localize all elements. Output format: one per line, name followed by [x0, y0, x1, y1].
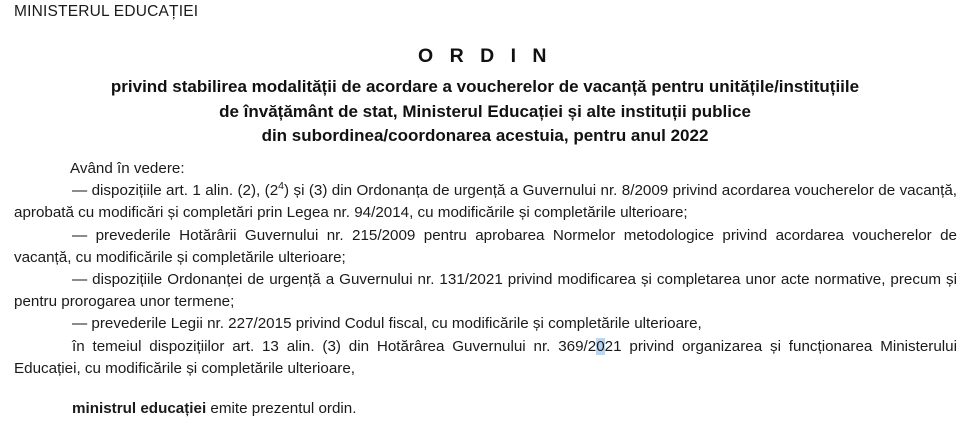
document-title-lines	[0, 75, 970, 149]
enacting-clause	[14, 398, 957, 420]
document-body	[14, 158, 957, 420]
enacting-clause-subject: ministrul educației	[72, 400, 207, 418]
title-line-2: de învățământ de stat, Ministerul Educației și alte instituții publice	[219, 101, 751, 121]
recital-1-after-superscript: ) și (3) din Ordonanța de urgență a Guvernului nr. 8/2009 privind acordarea voucherelor de vacanță, aprobată cu modificări și completări prin Legea nr. 94/2014, cu modificările și completările ulterioare;	[14, 182, 958, 222]
preamble-text: Având în vedere:	[70, 160, 185, 177]
legal-basis-before-selection: în temeiul dispozițiilor art. 13 alin. (3) din Hotărârea Guvernului nr. 369/2	[72, 337, 597, 355]
text-selection-highlight[interactable]: 0	[596, 337, 605, 355]
enacting-clause-predicate: emite prezentul ordin.	[206, 400, 357, 418]
legal-basis-after-selection: 21 privind organizarea și funcționarea Ministerului Educației, cu modificările și completările ulterioare,	[14, 337, 957, 377]
document-title-block	[0, 44, 970, 149]
recital-item-4: — prevederile Legii nr. 227/2015 privind Codul fiscal, cu modificările și completările ulterioare,	[72, 315, 702, 333]
title-line-1: privind stabilirea modalității de acordare a voucherelor de vacanță pentru unitățile/instituțiile	[110, 77, 860, 96]
document-type-heading: O R D I N	[417, 45, 552, 67]
recital-item-3: — dispozițiile Ordonanței de urgență a Guvernului nr. 131/2021 privind modificarea și completarea unor acte normative, precum și pentru prorogarea unor termene;	[14, 271, 957, 311]
recital-item-2: — prevederile Hotărârii Guvernului nr. 215/2009 pentru aprobarea Normelor metodologice privind acordarea voucherelor de vacanță, cu modificările și completările ulterioare;	[14, 226, 957, 266]
recital-1-superscript: 4	[278, 180, 285, 193]
masthead-ministry-name: MINISTERUL EDUCAȚIEI	[14, 3, 199, 20]
title-line-3: din subordinea/coordonarea acestuia, pentru anul 2022	[261, 126, 709, 145]
legal-basis-paragraph	[14, 336, 957, 380]
recital-1-before-superscript: — dispozițiile art. 1 alin. (2), (2	[72, 182, 279, 200]
recital-item-1	[14, 180, 957, 224]
